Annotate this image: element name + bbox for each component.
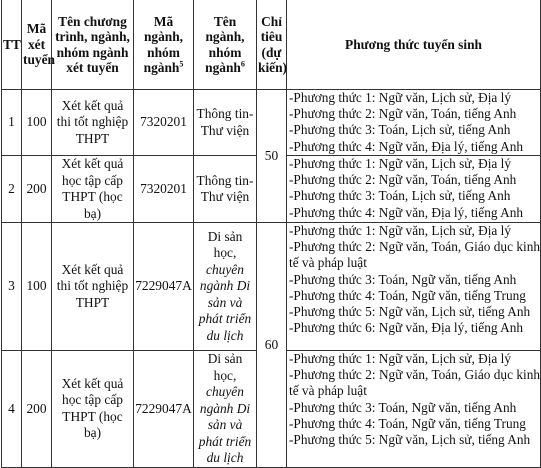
row-ma-nganh: 7229047A — [134, 351, 194, 468]
row-ma-xet-tuyen: 100 — [22, 90, 52, 156]
row-ten-nganh: Thông tin-Thư viện — [194, 90, 257, 156]
method-line: -Phương thức 3: Toán, Lịch sử, tiếng Anh — [289, 122, 511, 138]
row-ma-xet-tuyen: 200 — [22, 351, 52, 468]
quota-cell-1: 50 — [257, 90, 287, 223]
method-line: -Phương thức 1: Ngữ văn, Lịch sử, Địa lý — [289, 90, 511, 105]
method-line: -Phương thức 3: Toán, Ngữ văn, tiếng Anh — [289, 399, 517, 415]
row-tt: 4 — [2, 351, 22, 468]
method-line: -Phương thức 4: Toán, Ngữ văn, tiếng Trung — [289, 415, 526, 431]
header-ten-nganh-footnote: 6 — [240, 59, 245, 69]
row-methods — [287, 156, 541, 223]
method-line: -Phương thức 5: Ngữ văn, Lịch sử, tiếng Anh — [289, 432, 531, 448]
row-ma-xet-tuyen: 100 — [22, 223, 52, 351]
header-phuong-thuc: Phương thức tuyển sinh — [287, 0, 541, 90]
method-line: -Phương thức 4: Ngữ văn, Địa lý, tiếng Anh — [289, 138, 523, 154]
row-ten-chuong-trinh: Xét kết quả học tập cấp THPT (học bạ) — [52, 351, 134, 468]
header-ten-nganh — [194, 0, 257, 90]
row-ma-nganh: 7320201 — [134, 90, 194, 156]
row-ten-chuong-trinh: Xét kết quả thi tốt nghiệp THPT — [52, 90, 134, 156]
method-line: -Phương thức 2: Ngữ văn, Toán, tiếng Anh — [289, 172, 517, 188]
method-line: -Phương thức 3: Toán, Ngữ văn, tiếng Anh — [289, 271, 517, 287]
method-line: -Phương thức 1: Ngữ văn, Lịch sử, Địa lý — [289, 223, 511, 238]
method-line: -Phương thức 2: Ngữ văn, Toán, tiếng Anh — [289, 106, 517, 122]
row-tt: 2 — [2, 156, 22, 223]
row-methods — [287, 351, 541, 468]
row-ten-nganh-specialization: chuyên ngành Di sản và phát triển du lịch — [198, 261, 252, 343]
header-ma-nganh — [134, 0, 194, 90]
method-line: -Phương thức 6: Ngữ văn, Địa lý, tiếng Anh — [289, 320, 523, 336]
row-methods — [287, 90, 541, 156]
method-line: -Phương thức 2: Ngữ văn, Toán, Giáo dục kinh tế và pháp luật — [289, 239, 540, 271]
method-line: -Phương thức 2: Ngữ văn, Toán, Giáo dục kinh tế và pháp luật — [289, 367, 540, 399]
row-methods — [287, 223, 541, 351]
method-line: -Phương thức 3: Toán, Lịch sử, tiếng Anh — [289, 188, 511, 204]
row-ten-nganh — [194, 351, 257, 468]
row-ten-nganh — [194, 223, 257, 351]
admission-table — [1, 0, 541, 468]
row-tt: 3 — [2, 223, 22, 351]
header-tt: TT — [2, 0, 22, 90]
row-ten-chuong-trinh: Xét kết quả thi tốt nghiệp THPT — [52, 223, 134, 351]
header-ma-xet-tuyen: Mã xét tuyển — [22, 0, 52, 90]
header-ten-chuong-trinh: Tên chương trình, ngành, nhóm ngành xét tuyển — [52, 0, 134, 90]
header-ma-nganh-text: Mã ngành, nhóm ngành — [143, 13, 184, 75]
method-line: -Phương thức 1: Ngữ văn, Lịch sử, Địa lý — [289, 351, 511, 366]
header-ten-nganh-text: Tên ngành, nhóm ngành — [205, 13, 245, 75]
method-line: -Phương thức 1: Ngữ văn, Lịch sử, Địa lý — [289, 156, 511, 171]
method-line: -Phương thức 5: Ngữ văn, Lịch sử, tiếng Anh — [289, 304, 531, 320]
method-line: -Phương thức 4: Toán, Ngữ văn, tiếng Trung — [289, 287, 526, 303]
header-row — [2, 0, 541, 90]
row-ma-xet-tuyen: 200 — [22, 156, 52, 223]
table-row — [2, 223, 541, 351]
header-chi-tieu: Chỉ tiêu (dự kiến) — [257, 0, 287, 90]
table-row — [2, 90, 541, 156]
row-ten-nganh-main: Di sản học, — [207, 228, 243, 261]
header-ma-nganh-footnote: 5 — [179, 59, 184, 69]
row-ten-nganh: Thông tin-Thư viện — [194, 156, 257, 223]
method-line: -Phương thức 4: Ngữ văn, Địa lý, tiếng Anh — [289, 204, 523, 220]
row-tt: 1 — [2, 90, 22, 156]
row-ten-chuong-trinh: Xét kết quả học tập cấp THPT (học bạ) — [52, 156, 134, 223]
row-ma-nganh: 7229047A — [134, 223, 194, 351]
row-ten-nganh-specialization: chuyên ngành Di sản và phát triển du lịch — [198, 384, 252, 465]
row-ten-nganh-main: Di sản học, — [207, 351, 243, 383]
quota-cell-2: 60 — [257, 223, 287, 468]
row-ma-nganh: 7320201 — [134, 156, 194, 223]
